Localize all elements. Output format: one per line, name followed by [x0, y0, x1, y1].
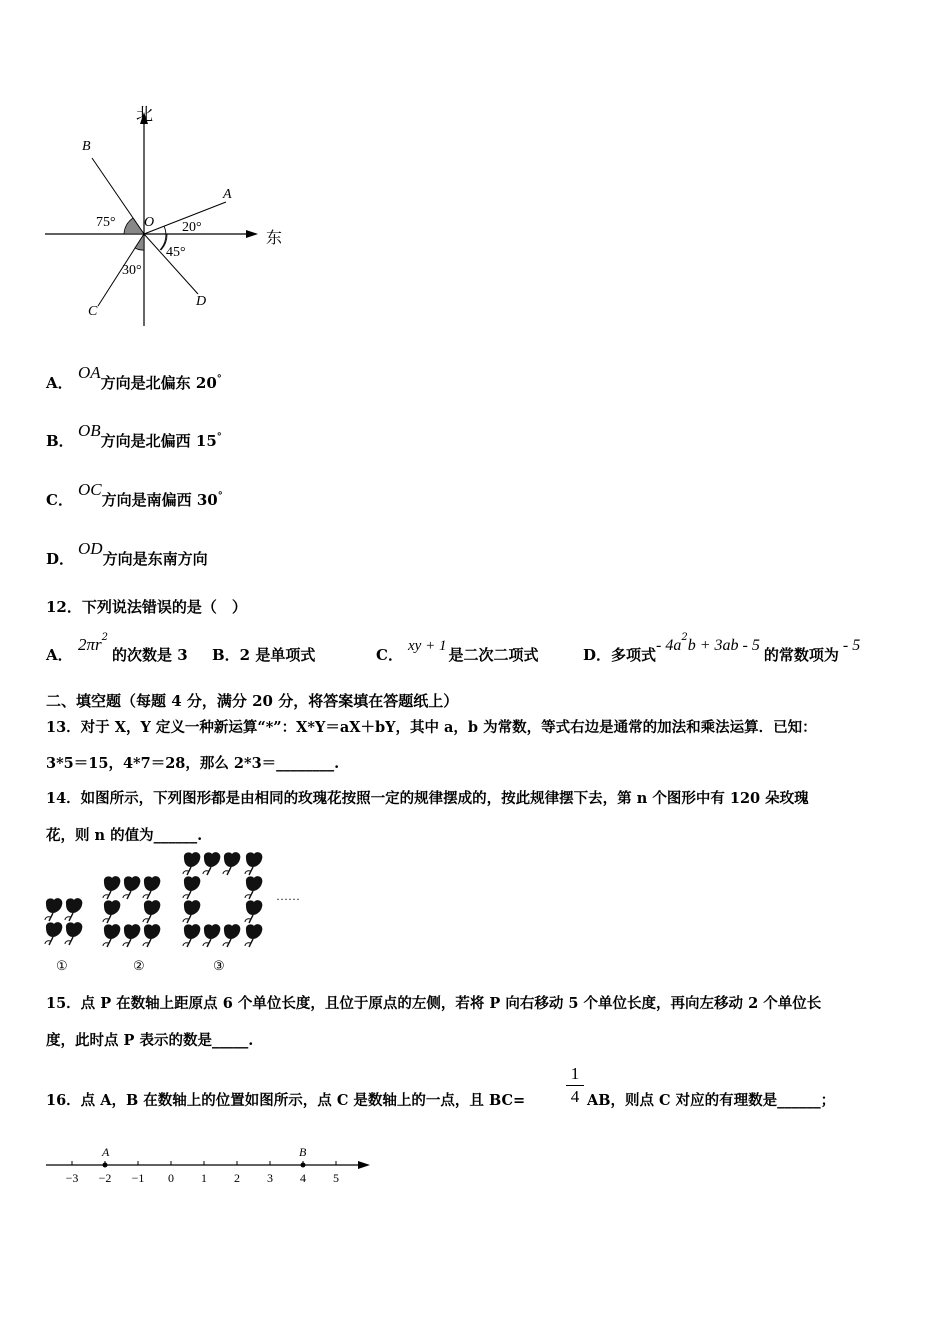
option-math-rest: b + 3ab - 5: [687, 637, 760, 654]
q16-text-before: 16．点 A，B 在数轴上的位置如图所示，点 C 是数轴上的一点，且 BC=: [46, 1092, 526, 1109]
fraction-denominator: 4: [570, 1087, 580, 1106]
rose-figure-label-3: ③: [213, 958, 225, 973]
number-line-point-a-label: A: [102, 1145, 110, 1159]
option-math-exponent: 2: [681, 632, 688, 643]
option-math: OC: [78, 480, 102, 499]
rose-figure-1: [45, 898, 82, 945]
degree-sign: °: [216, 432, 222, 443]
number-line-tick-label: 2: [234, 1171, 240, 1185]
number-line-tick-label: −3: [65, 1171, 79, 1185]
number-line-tick-label: −2: [98, 1171, 112, 1185]
degree-sign: °: [216, 374, 222, 385]
option-math-answer: - 5: [842, 637, 861, 654]
compass-label-a: A: [223, 187, 232, 202]
q16-text-after: AB，则点 C 对应的有理数是______；: [587, 1092, 836, 1109]
angle-label-30: 30°: [122, 263, 142, 278]
compass-label-c: C: [88, 304, 98, 319]
q12-option-b[interactable]: B．2 是单项式: [212, 646, 316, 664]
rose-pattern-figure: [40, 850, 320, 980]
option-math: 2πr: [78, 635, 102, 654]
compass-east-label: 东: [266, 230, 283, 247]
compass-label-o: O: [144, 215, 155, 230]
option-letter: B．: [46, 432, 74, 450]
compass-diagram: [40, 100, 290, 332]
number-line-point-a: [103, 1163, 108, 1168]
rose-figure-3: [183, 852, 262, 947]
rose-figure-label-1: ①: [56, 958, 68, 973]
option-text: 的常数项为: [763, 646, 839, 664]
option-text: 方向是南偏西 30: [101, 491, 218, 509]
section-heading: 二、填空题（每题 4 分，满分 20 分，将答案填在答题纸上）: [46, 692, 459, 710]
q11-option-c[interactable]: [46, 479, 223, 509]
q13-line-2: 3*5＝15，4*7＝28，那么 2*3＝________.: [46, 755, 340, 772]
option-math: OA: [78, 363, 101, 382]
fraction-numerator: 1: [570, 1064, 580, 1083]
option-letter: C．: [46, 491, 73, 509]
number-line-tick-label: −1: [131, 1171, 145, 1185]
option-text: 的次数是 3: [112, 646, 188, 664]
number-line-tick-label: 5: [333, 1171, 339, 1185]
option-math: OB: [78, 421, 101, 440]
number-line-tick-label: 0: [168, 1171, 174, 1185]
compass-north-label: 北: [136, 105, 153, 124]
rose-figure-label-2: ②: [133, 958, 145, 973]
q11-option-d[interactable]: [46, 538, 208, 568]
number-line-point-b-label: B: [299, 1145, 307, 1159]
option-letter: C．: [376, 646, 403, 664]
option-math: - 4a: [656, 637, 682, 654]
number-line: [40, 1140, 380, 1190]
degree-sign: °: [217, 491, 223, 502]
option-math: OD: [78, 539, 103, 558]
option-letter: A．: [46, 374, 73, 392]
option-text: 方向是北偏西 15: [100, 432, 217, 450]
number-line-tick-label: 4: [300, 1171, 306, 1185]
number-line-tick-label: 3: [267, 1171, 273, 1185]
q12-option-d[interactable]: [583, 632, 861, 664]
option-math: xy + 1: [408, 638, 447, 654]
rose-figure-2: [103, 876, 160, 947]
option-text: 是二次二项式: [448, 646, 539, 664]
option-letter: A．: [46, 646, 73, 664]
q12-stem: 12．下列说法错误的是（ ）: [46, 598, 247, 616]
option-text: 方向是北偏东 20: [100, 374, 217, 392]
q11-option-b[interactable]: [46, 420, 222, 450]
q12-option-c[interactable]: [376, 634, 539, 664]
q13-line-1: 13．对于 X，Y 定义一种新运算“*”：X*Y＝aX＋bY，其中 a，b 为常数，等式右边是通常的加法和乘法运算．已知：: [46, 719, 817, 736]
option-text-lead: D．多项式: [583, 646, 657, 664]
q14-line-2: 花，则 n 的值为______.: [46, 827, 203, 844]
angle-label-45: 45°: [166, 245, 186, 260]
angle-label-75: 75°: [96, 215, 116, 230]
compass-label-d: D: [196, 294, 207, 309]
q11-option-a[interactable]: [46, 362, 222, 392]
number-line-point-b: [301, 1163, 306, 1168]
compass-label-b: B: [82, 139, 91, 154]
rose-ellipsis: ……: [276, 889, 300, 903]
q14-line-1: 14．如图所示，下列图形都是由相同的玫瑰花按照一定的规律摆成的，按此规律摆下去，第 n 个图形中有 120 朵玫瑰: [46, 790, 809, 807]
option-letter: D．: [46, 550, 75, 568]
angle-label-20: 20°: [182, 220, 202, 235]
q12-option-a[interactable]: [46, 632, 188, 664]
option-math-exponent: 2: [101, 632, 109, 643]
q16-fraction: [566, 1064, 584, 1107]
number-line-tick-label: 1: [201, 1171, 207, 1185]
q15-line-2: 度，此时点 P 表示的数是_____.: [46, 1032, 254, 1049]
option-text: 方向是东南方向: [102, 550, 208, 568]
q15-line-1: 15．点 P 在数轴上距原点 6 个单位长度，且位于原点的左侧，若将 P 向右移动 5 个单位长度，再向左移动 2 个单位长: [46, 995, 822, 1012]
